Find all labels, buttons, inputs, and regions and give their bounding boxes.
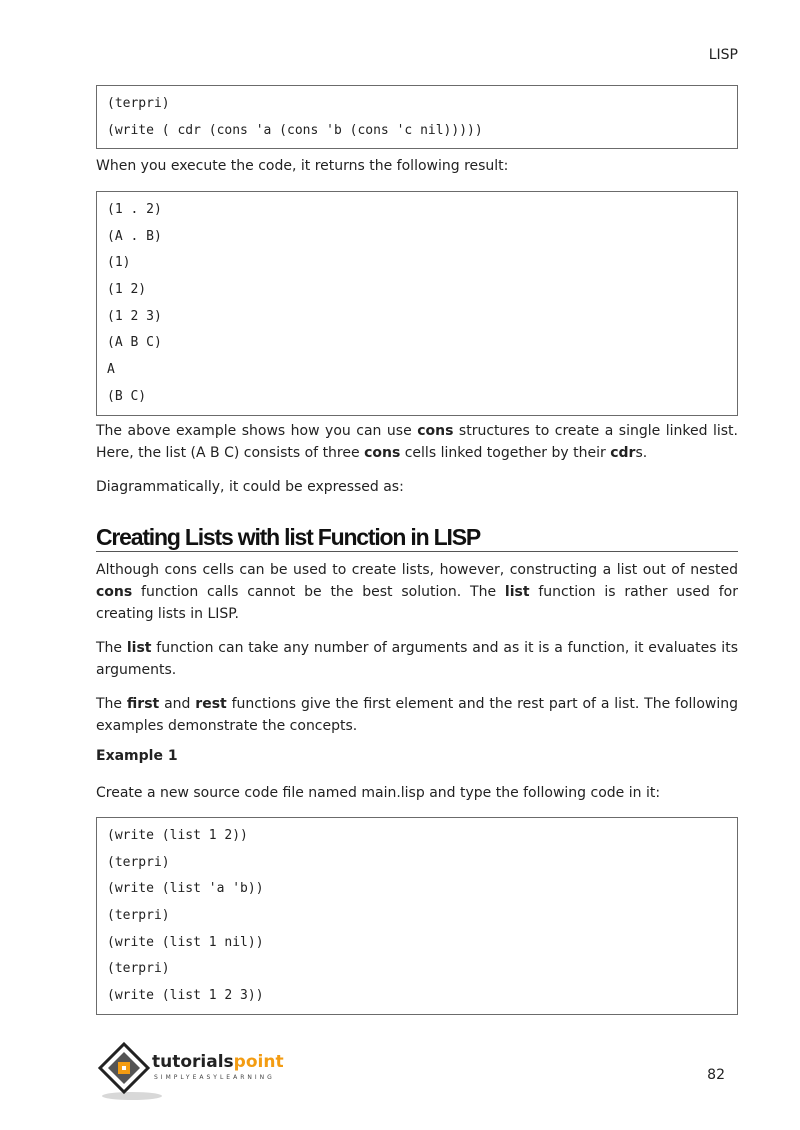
paragraph-cons-explanation: The above example shows how you can use cons structures to create a single linked list. Here, the list (A B C) consists of three cons cells linked together by their cdrs.	[96, 423, 738, 461]
logo-text-point: point	[233, 1052, 284, 1072]
result-block	[96, 191, 738, 416]
result-line: (1 2)	[107, 282, 147, 298]
logo-tagline: SIMPLYEASYLEARNING	[154, 1074, 275, 1081]
running-header: LISP	[708, 47, 738, 63]
tutorialspoint-logo	[96, 1040, 296, 1102]
result-line: A	[107, 362, 115, 378]
code-line: (write (list 1 2 3))	[107, 988, 264, 1004]
code-line: (terpri)	[107, 908, 170, 924]
result-line: (1 2 3)	[107, 308, 162, 324]
result-line: (1)	[107, 255, 131, 271]
code-line: (write (list 1 nil))	[107, 934, 264, 950]
paragraph-list-intro: Although cons cells can be used to create lists, however, constructing a list out of nested cons function calls cannot be the best solution. The list function is rather used for creating lists in LISP.	[96, 562, 739, 622]
code-block-2	[96, 817, 738, 1015]
paragraph-result-intro: When you execute the code, it returns the following result:	[96, 158, 509, 174]
code-line: (write (list 'a 'b))	[107, 881, 264, 897]
paragraph-create-file: Create a new source code file named main.lisp and type the following code in it:	[96, 785, 661, 801]
result-line: (A B C)	[107, 335, 162, 351]
code-line: (write (list 1 2))	[107, 828, 248, 843]
code-line: (terpri)	[107, 961, 170, 977]
paragraph-diagram-intro: Diagrammatically, it could be expressed as:	[96, 479, 404, 495]
code-line: (terpri)	[107, 854, 170, 870]
result-line: (1 . 2)	[107, 202, 162, 217]
paragraph-first-rest: The first and rest functions give the first element and the rest part of a list. The following examples demonstrate the concepts.	[96, 696, 738, 734]
code-line: (write ( cdr (cons 'a (cons 'b (cons 'c nil)))))	[107, 122, 483, 138]
code-block-1	[96, 85, 738, 149]
paragraph-list-args: The list function can take any number of arguments and as it is a function, it evaluates its arguments.	[96, 640, 738, 678]
result-line: (A . B)	[107, 228, 162, 244]
logo-text-tutorials: tutorials	[152, 1052, 234, 1072]
section-heading: Creating Lists with list Function in LISP	[96, 523, 738, 552]
page-number: 82	[707, 1067, 725, 1083]
result-line: (B C)	[107, 388, 147, 404]
example-heading: Example 1	[96, 748, 178, 764]
code-line: (terpri)	[107, 96, 170, 111]
